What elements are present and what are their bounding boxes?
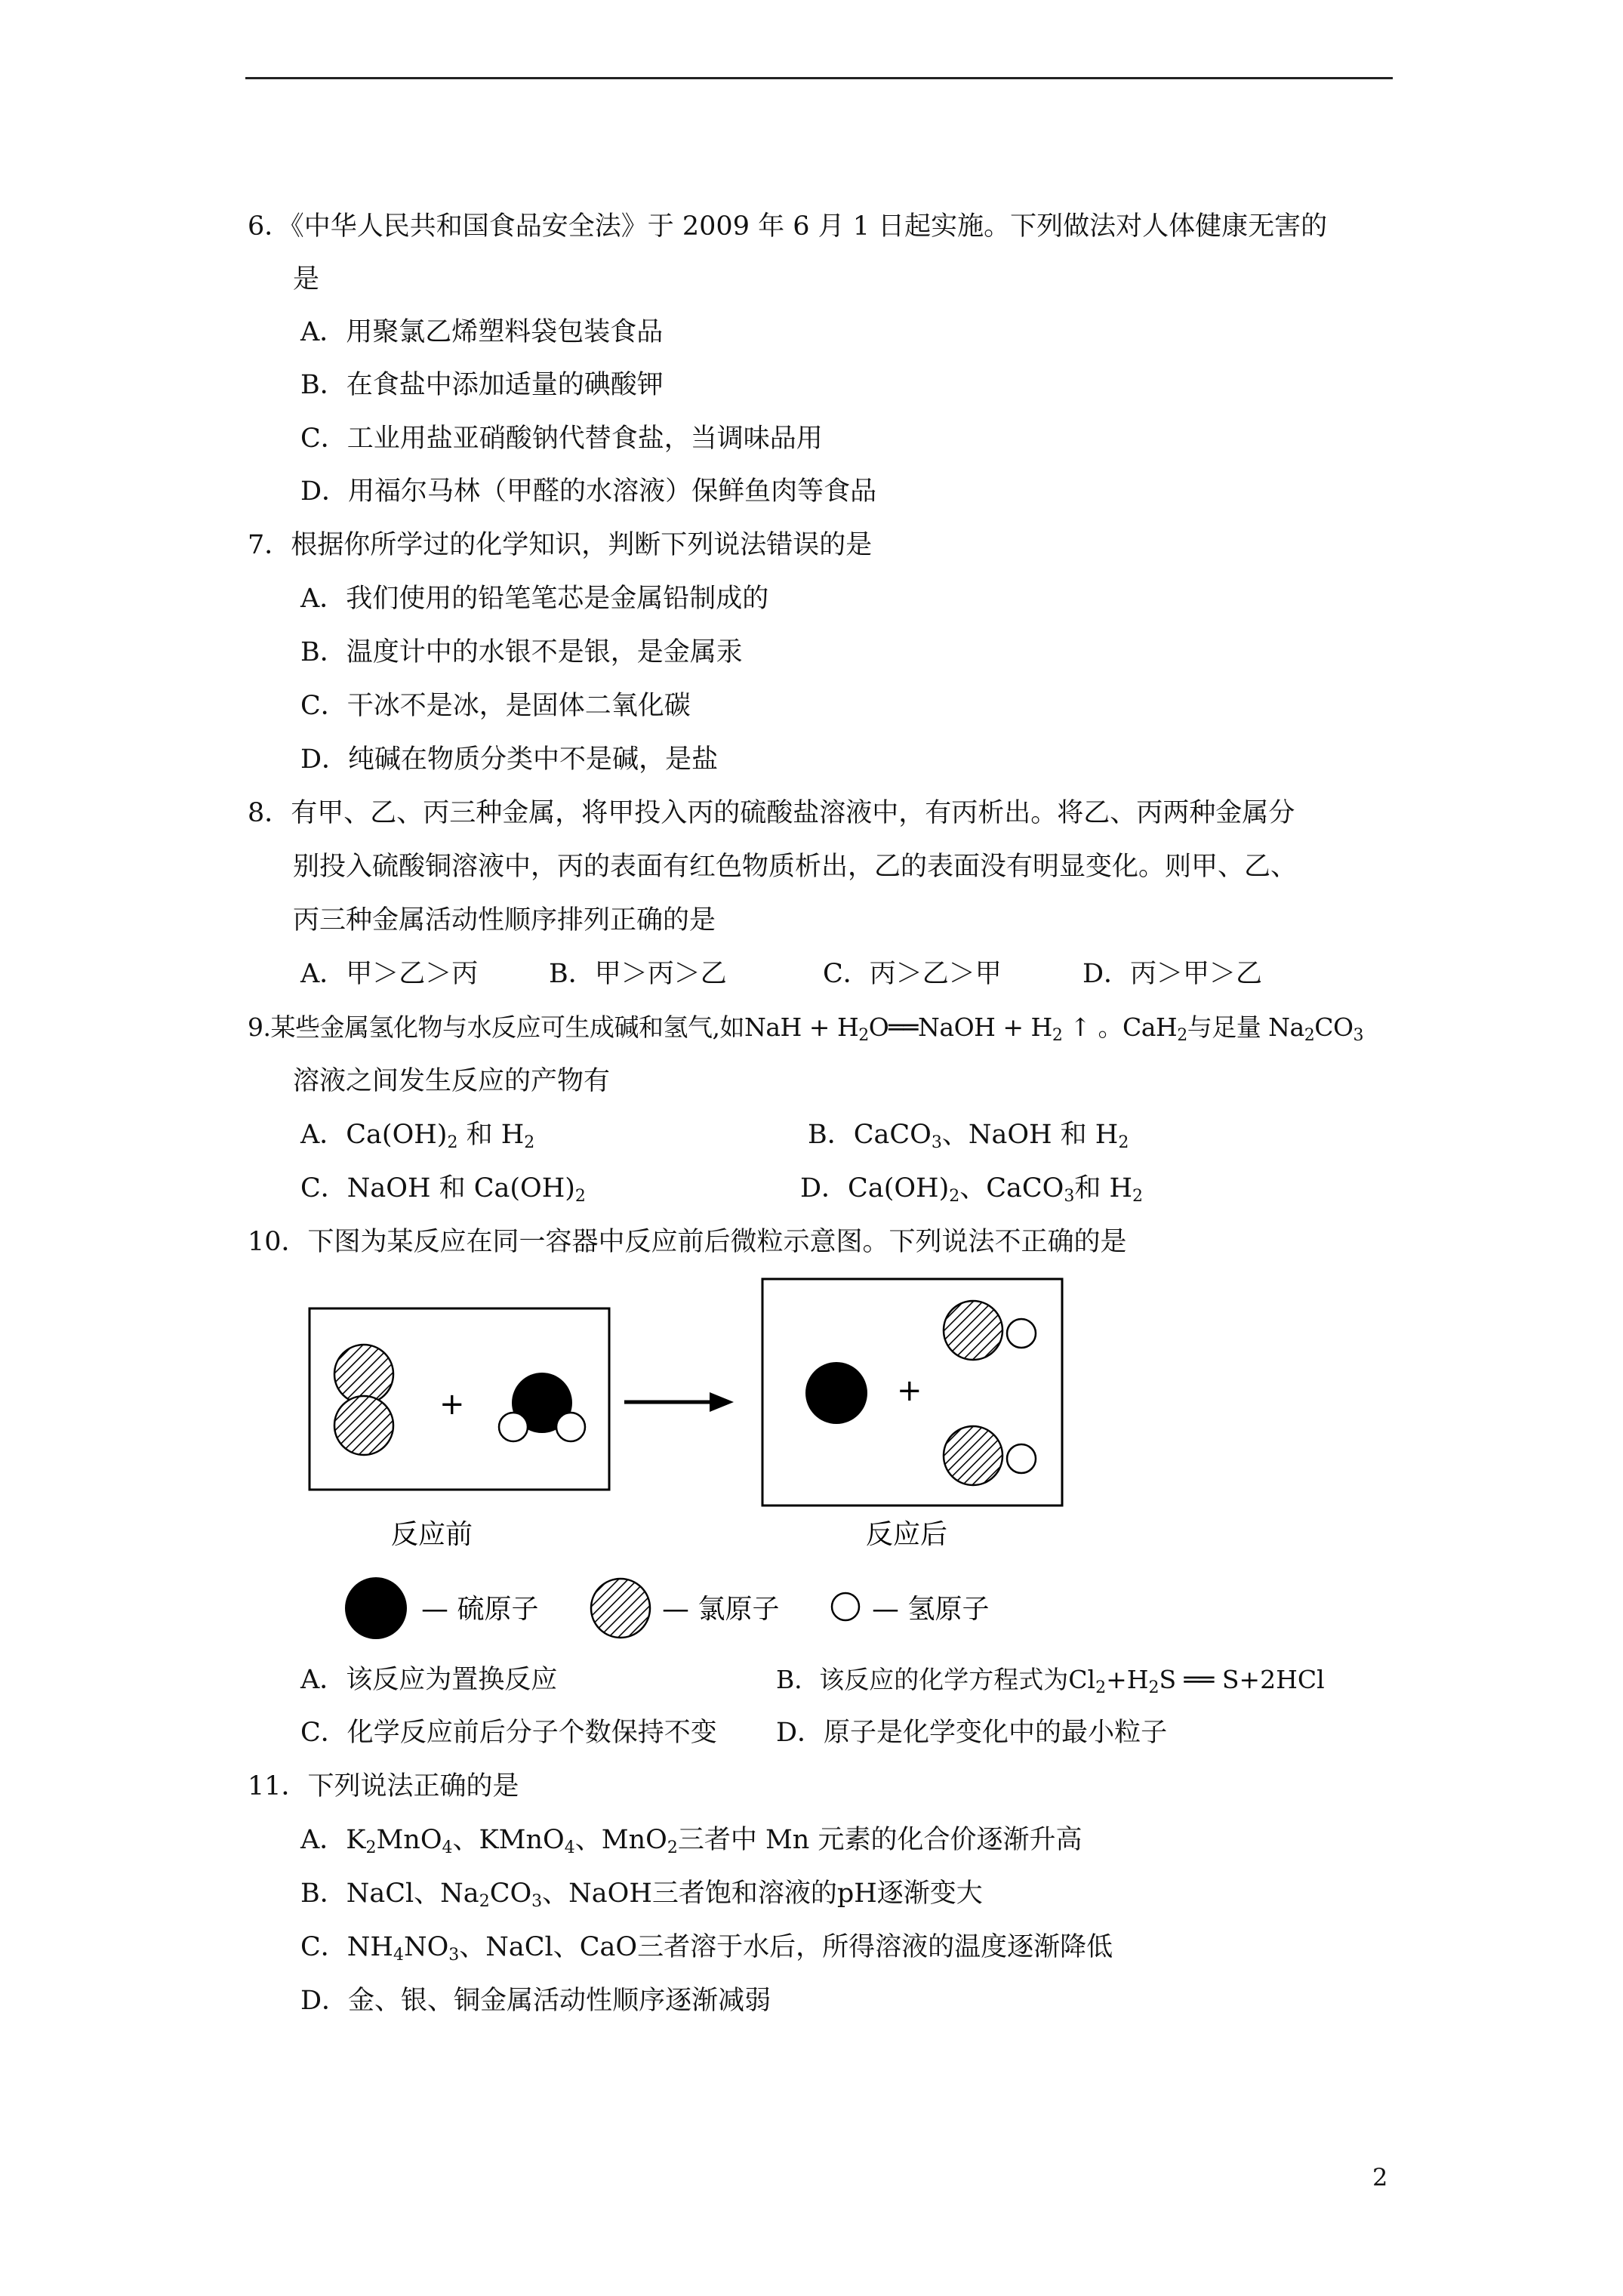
legend-sulfur-icon (345, 1577, 407, 1639)
label-before: 反应前 (391, 1519, 473, 1550)
q8-option-b: B．甲＞丙＞乙 (549, 959, 727, 989)
legend-sulfur-label: — 硫原子 (421, 1594, 539, 1625)
q8-stem-line1: 8．有甲、乙、丙三种金属，将甲投入丙的硫酸盐溶液中，有丙析出。将乙、丙两种金属分 (248, 798, 1295, 828)
chlorine-atom (944, 1301, 1002, 1360)
q9-option-c: C．NaOH 和 $Ca(OH)_2$ (300, 1173, 586, 1206)
q10-option-b: B．该反应的化学方程式为$Cl_2+H_2S$ ══ S+2HCl (776, 1665, 1325, 1697)
hydrogen-atom (499, 1413, 528, 1441)
q10-option-c: C．化学反应前后分子个数保持不变 (300, 1718, 717, 1748)
q7-option-b: B．温度计中的水银不是银，是金属汞 (300, 637, 743, 667)
q6-option-a: A．用聚氯乙烯塑料袋包装食品 (300, 317, 664, 347)
plus-sign-before: + (439, 1387, 465, 1422)
q10-option-a: A．该反应为置换反应 (300, 1665, 558, 1695)
hydrogen-atom (556, 1413, 585, 1441)
q9-stem-line1: 9.某些金属氢化物与水反应可生成碱和氢气,如NaH + $H_2O══NaOH + H_2$ ↑ 。CaH$_2$与足量 $Na_2CO_3$ (248, 1012, 1364, 1045)
q8-option-c: C．丙＞乙＞甲 (823, 959, 1002, 989)
q6-option-d: D．用福尔马林（甲醛的水溶液）保鲜鱼肉等食品 (300, 476, 877, 507)
legend-chlorine-icon (591, 1579, 650, 1638)
q8-stem-line3: 丙三种金属活动性顺序排列正确的是 (293, 905, 716, 935)
q6-stem-line2: 是 (293, 264, 320, 294)
q9-stem-line2: 溶液之间发生反应的产物有 (293, 1066, 611, 1096)
chlorine-atom (334, 1345, 393, 1404)
q11-option-a: A．$K_2MnO_4$、KMnO$_4$、MnO$_2$三者中 Mn 元素的化合价逐渐升高 (300, 1825, 1083, 1857)
page-number: 2 (1372, 2163, 1388, 2192)
reaction-diagram (294, 1268, 1095, 1646)
chlorine-atom (944, 1426, 1002, 1485)
q11-option-c: C．$NH_4NO_3$、NaCl、CaO三者溶于水后，所得溶液的温度逐渐降低 (300, 1932, 1113, 1965)
q6-option-c: C．工业用盐亚硝酸钠代替食盐，当调味品用 (300, 424, 823, 454)
q8-option-d: D．丙＞甲＞乙 (1083, 959, 1263, 989)
q10-option-d: D．原子是化学变化中的最小粒子 (776, 1718, 1168, 1748)
hydrogen-atom (1007, 1444, 1036, 1473)
q9-option-b: B．CaCO$_3$、NaOH 和 $H_2$ (808, 1120, 1129, 1152)
q7-stem: 7．根据你所学过的化学知识，判断下列说法错误的是 (248, 530, 873, 560)
arrow-head-icon (710, 1392, 734, 1412)
q9-option-a: A．$Ca(OH)_2$ 和 $H_2$ (300, 1120, 535, 1152)
label-after: 反应后 (866, 1519, 948, 1550)
plus-sign-after: + (897, 1373, 922, 1408)
legend-chlorine-label: — 氯原子 (662, 1594, 780, 1625)
sulfur-atom (805, 1362, 867, 1424)
q9-option-d: D．$Ca(OH)_2$、CaCO$_3$和 $H_2$ (800, 1173, 1144, 1206)
q7-option-d: D．纯碱在物质分类中不是碱，是盐 (300, 744, 719, 775)
q11-option-d: D．金、银、铜金属活动性顺序逐渐减弱 (300, 1986, 771, 2016)
legend-hydrogen-label: — 氢原子 (872, 1594, 990, 1625)
q6-option-b: B．在食盐中添加适量的碘酸钾 (300, 370, 664, 400)
q11-option-b: B．NaCl、$Na_2CO_3$、NaOH三者饱和溶液的pH逐渐变大 (300, 1878, 983, 1911)
q8-stem-line2: 别投入硫酸铜溶液中，丙的表面有红色物质析出，乙的表面没有明显变化。则甲、乙、 (293, 852, 1298, 882)
q11-stem: 11．下列说法正确的是 (248, 1771, 519, 1801)
header-rule (245, 77, 1393, 79)
q7-option-c: C．干冰不是冰，是固体二氧化碳 (300, 691, 691, 721)
q8-option-a: A．甲＞乙＞丙 (300, 959, 479, 989)
q7-option-a: A．我们使用的铅笔笔芯是金属铅制成的 (300, 584, 769, 614)
chlorine-atom (334, 1396, 393, 1455)
q10-stem: 10．下图为某反应在同一容器中反应前后微粒示意图。下列说法不正确的是 (248, 1227, 1127, 1257)
legend-hydrogen-icon (832, 1593, 859, 1620)
hydrogen-atom (1007, 1319, 1036, 1348)
q9-stem-prefix: 9.某些金属氢化物与水反应可生成碱和氢气,如 (248, 1012, 744, 1042)
q6-stem-line1: 6．《中华人民共和国食品安全法》于 2009 年 6 月 1 日起实施。下列做法对人体健康无害的 (248, 211, 1328, 242)
